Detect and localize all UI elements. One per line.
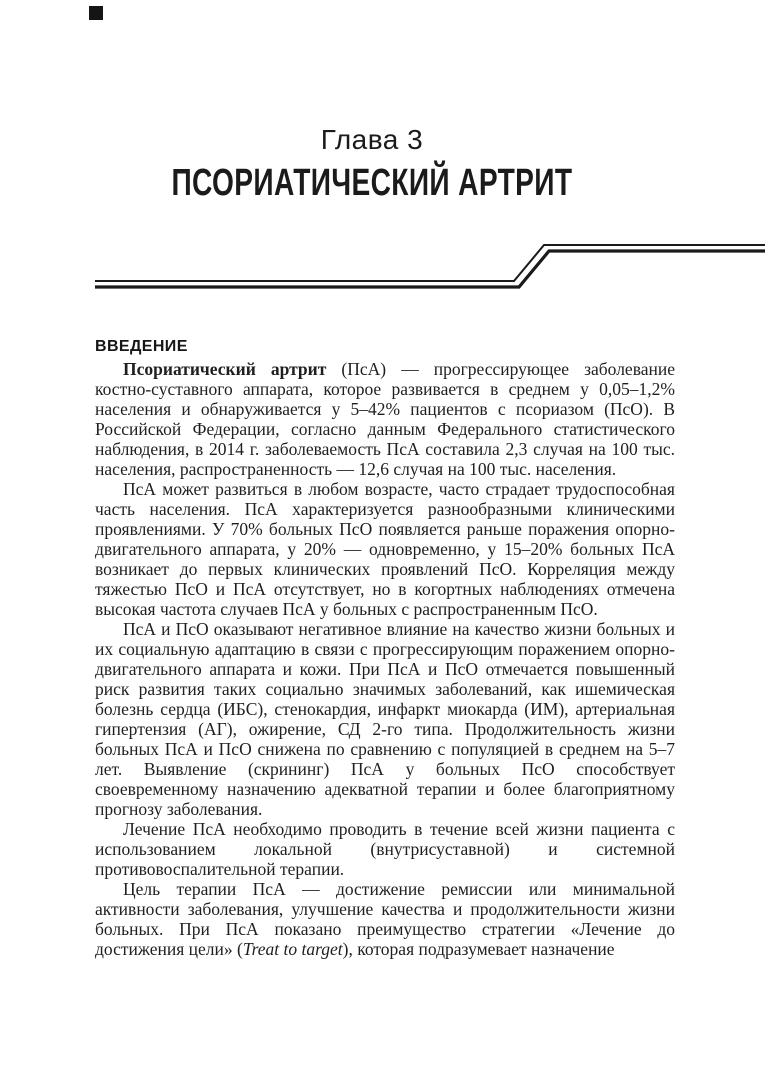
- paragraph-5-italic: Treat to target: [242, 939, 343, 959]
- paragraph-5-text-before: Цель терапии ПсА — достижение ремиссии или минимальной активности заболевания, улучшение качества и продолжительности жизни больных. При ПсА показано преимущество стратегии «Лечение до достижения цели» (: [95, 879, 675, 959]
- paragraph-4-text: Лечение ПсА необходимо проводить в течение всей жизни пациента с использованием локальной (внутрисуставной) и системной противовоспалительной терапии.: [95, 819, 675, 879]
- paragraph-1-lead-bold: Псориатический артрит: [123, 359, 327, 379]
- paragraph-5: [95, 879, 675, 959]
- chapter-title: [0, 162, 744, 204]
- paragraph-1-text: (ПсА) — прогрессирующее заболевание костно-суставного аппарата, которое развивается в среднем у 0,05–1,2% населения и обнаруживается у 5–42% пациентов с псориазом (ПсО). В Российской Федерации, согласно данным Федерального статистического наблюдения, в 2014 г. заболеваемость ПсА составила 2,3 случая на 100 тыс. населения, распространенность — 12,6 случая на 100 тыс. населения.: [95, 359, 675, 479]
- section-heading: ВВЕДЕНИЕ: [95, 338, 188, 355]
- paragraph-1: [95, 359, 675, 479]
- chapter-divider-rule: [0, 235, 765, 297]
- chapter-title-block: [0, 124, 744, 204]
- paragraph-3-text: ПсА и ПсО оказывают негативное влияние на качество жизни больных и их социальную адаптацию в связи с прогрессирующим поражением опорно-двигательного аппарата и кожи. При ПсА и ПсО отмечается повышенный риск развития таких социально значимых заболеваний, как ишемическая болезнь сердца (ИБС), стенокардия, инфаркт миокарда (ИМ), артериальная гипертензия (АГ), ожирение, СД 2-го типа. Продолжительность жизни больных ПсА и ПсО снижена по сравнению с популяцией в среднем на 5–7 лет. Выявление (скрининг) ПсА у больных ПсО способствует своевременному назначению адекватной терапии и более благоприятному прогнозу заболевания.: [95, 619, 675, 819]
- chapter-title-text: ПСОРИАТИЧЕСКИЙ АРТРИТ: [171, 162, 573, 204]
- paragraph-2: [95, 479, 675, 619]
- page-corner-marker: [89, 6, 103, 20]
- paragraph-3: [95, 619, 675, 819]
- paragraph-4: [95, 819, 675, 879]
- paragraph-5-text-after: ), которая подразумевает назначение: [342, 939, 615, 959]
- body-text: [95, 359, 675, 959]
- chapter-label: Глава 3: [320, 124, 424, 155]
- paragraph-2-text: ПсА может развиться в любом возрасте, часто страдает трудоспособная часть населения. ПсА характеризуется разнообразными клиническими проявлениями. У 70% больных ПсО появляется раньше поражения опорно-двигательного аппарата, у 20% — одновременно, у 15–20% больных ПсА возникает до первых клинических проявлений ПсО. Корреляция между тяжестью ПсО и ПсА отсутствует, но в когортных наблюдениях отмечена высокая частота случаев ПсА у больных с распространенным ПсО.: [95, 479, 675, 619]
